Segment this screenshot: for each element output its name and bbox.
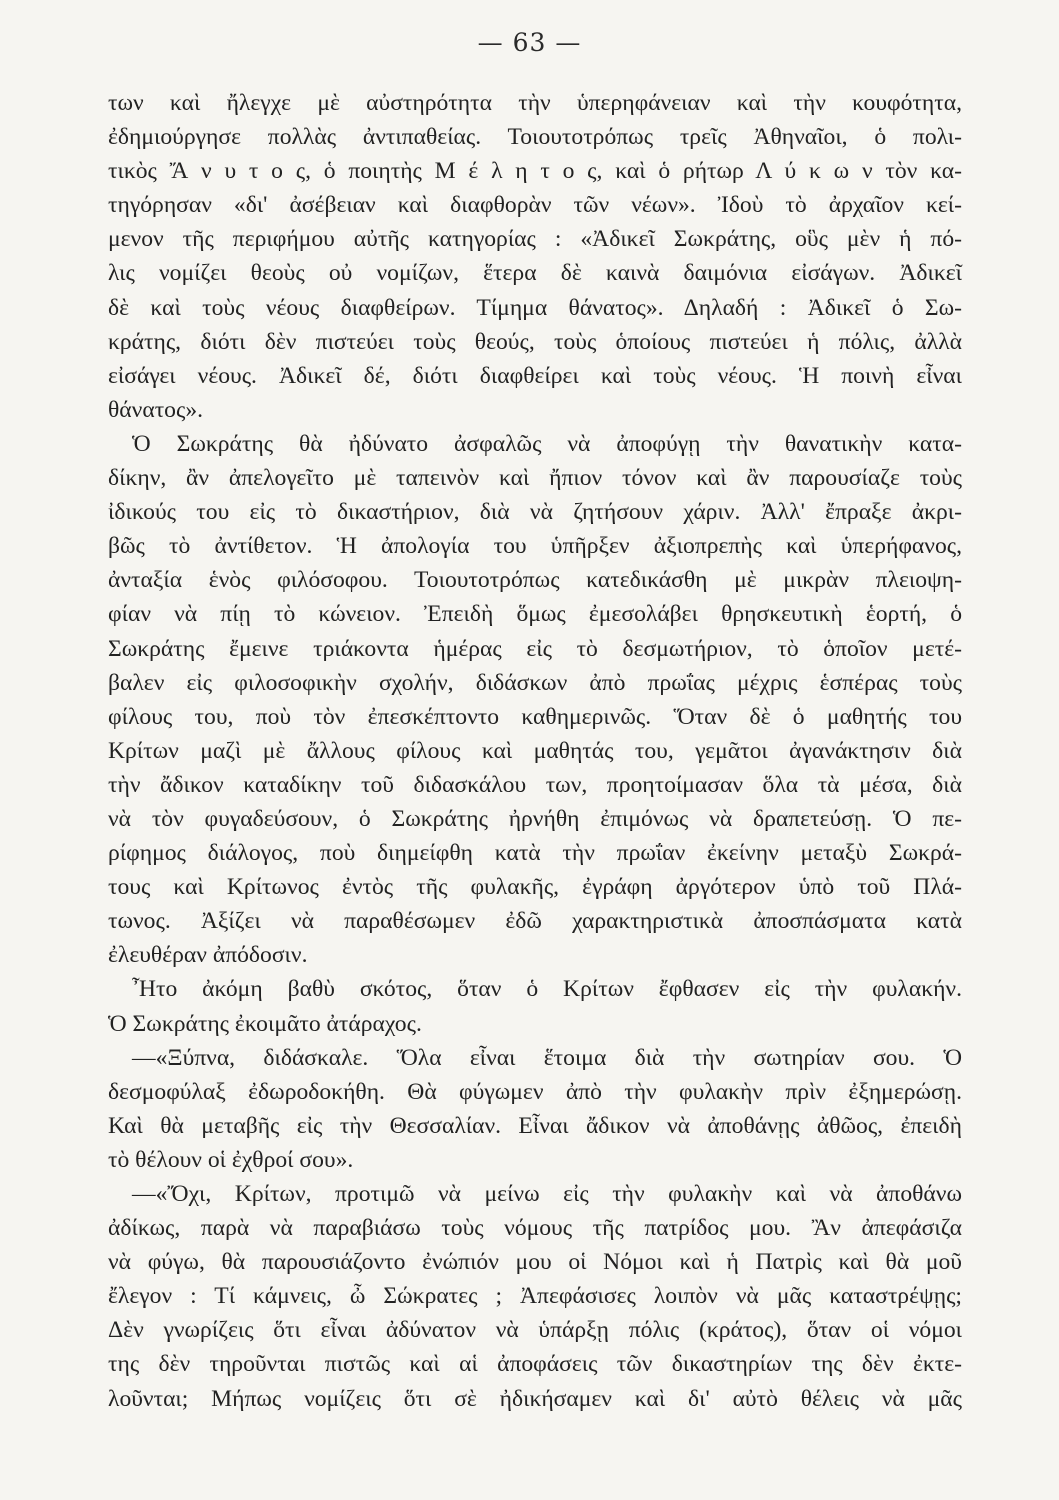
text-line: ἀνταξία ἑνὸς φιλόσοφου. Τοιουτοτρόπως κατεδικάσθη μὲ μικρὰν πλειοψη-	[108, 567, 962, 594]
text-line: ἐλευθέραν ἀπόδοσιν.	[108, 942, 308, 969]
text-line: τικὸς Ἄ ν υ τ ο ς, ὁ ποιητὴς Μ έ λ η τ ο ς, καὶ ὁ ρήτωρ Λ ύ κ ω ν τὸν κα-	[108, 158, 962, 185]
text-line: Κρίτων μαζὶ μὲ ἄλλους φίλους καὶ μαθητάς του, γεμᾶτοι ἀγανάκτησιν διὰ	[108, 737, 962, 764]
text-line: εἰσάγει νέους. Ἀδικεῖ δέ, διότι διαφθείρει καὶ τοὺς νέους. Ἡ ποινὴ εἶναι	[108, 362, 962, 389]
text-line: τους καὶ Κρίτωνος ἐντὸς τῆς φυλακῆς, ἐγράφη ἀργότερον ὑπὸ τοῦ Πλά-	[108, 874, 962, 901]
text-line: τωνος. Ἀξίζει νὰ παραθέσωμεν ἐδῶ χαρακτηριστικὰ ἀποσπάσματα κατὰ	[108, 908, 962, 935]
text-line: ἀδίκως, παρὰ νὰ παραβιάσω τοὺς νόμους τῆς πατρίδος μου. Ἂν ἀπεφάσιζα	[108, 1215, 962, 1242]
text-line: τηγόρησαν «δι' ἀσέβειαν καὶ διαφθορὰν τῶν νέων». Ἰδοὺ τὸ ἀρχαῖον κεί-	[108, 192, 962, 219]
text-line: μενον τῆς περιφήμου αὐτῆς κατηγορίας : «Ἀδικεῖ Σωκράτης, οὓς μὲν ἡ πό-	[108, 226, 962, 253]
text-line: δεσμοφύλαξ ἐδωροδοκήθη. Θὰ φύγωμεν ἀπὸ τὴν φυλακὴν πρὶν ἐξημερώσῃ.	[108, 1078, 962, 1105]
text-line: Ὁ Σωκράτης ἐκοιμᾶτο ἀτάραχος.	[108, 1010, 422, 1037]
text-line: Καὶ θὰ μεταβῆς εἰς τὴν Θεσσαλίαν. Εἶναι ἄδικον νὰ ἀποθάνῃς ἀθῶος, ἐπειδὴ	[108, 1112, 962, 1139]
text-line: Ἦτο ἀκόμη βαθὺ σκότος, ὅταν ὁ Κρίτων ἔφθασεν εἰς τὴν φυλακήν.	[132, 976, 962, 1003]
text-line: κράτης, διότι δὲν πιστεύει τοὺς θεούς, τοὺς ὁποίους πιστεύει ἡ πόλις, ἀλλὰ	[108, 328, 962, 355]
text-line: Ὁ Σωκράτης θὰ ἠδύνατο ἀσφαλῶς νὰ ἀποφύγῃ τὴν θανατικὴν κατα-	[132, 430, 962, 457]
text-line: λις νομίζει θεοὺς οὐ νομίζων, ἕτερα δὲ καινὰ δαιμόνια εἰσάγων. Ἀδικεῖ	[108, 260, 962, 287]
text-line: ἔλεγον : Τί κάμνεις, ὦ Σώκρατες ; Ἀπεφάσισες λοιπὸν νὰ μᾶς καταστρέψῃς;	[108, 1283, 962, 1310]
text-line: —«Ξύπνα, διδάσκαλε. Ὅλα εἶναι ἕτοιμα διὰ τὴν σωτηρίαν σου. Ὁ	[132, 1044, 962, 1071]
text-line: Σωκράτης ἔμεινε τριάκοντα ἡμέρας εἰς τὸ δεσμωτήριον, τὸ ὁποῖον μετέ-	[108, 635, 962, 662]
text-line: βαλεν εἰς φιλοσοφικὴν σχολήν, διδάσκων ἀπὸ πρωΐας μέχρις ἑσπέρας τοὺς	[108, 669, 962, 696]
text-line: δὲ καὶ τοὺς νέους διαφθείρων. Τίμημα θάνατος». Δηλαδή : Ἀδικεῖ ὁ Σω-	[108, 294, 962, 321]
text-line: λοῦνται; Μήπως νομίζεις ὅτι σὲ ἠδικήσαμεν καὶ δι' αὐτὸ θέλεις νὰ μᾶς	[108, 1385, 962, 1412]
text-line: φίαν νὰ πίῃ τὸ κώνειον. Ἐπειδὴ ὅμως ἐμεσολάβει θρησκευτικὴ ἑορτή, ὁ	[108, 601, 962, 628]
text-line: Δὲν γνωρίζεις ὅτι εἶναι ἀδύνατον νὰ ὑπάρξῃ πόλις (κράτος), ὅταν οἱ νόμοι	[108, 1317, 962, 1344]
text-line: δίκην, ἂν ἀπελογεῖτο μὲ ταπεινὸν καὶ ἤπιον τόνον καὶ ἂν παρουσίαζε τοὺς	[108, 465, 962, 492]
text-line: ἐδημιούργησε πολλὰς ἀντιπαθείας. Τοιουτοτρόπως τρεῖς Ἀθηναῖοι, ὁ πολι-	[108, 124, 962, 151]
text-line: τὴν ἄδικον καταδίκην τοῦ διδασκάλου των, προητοίμασαν ὅλα τὰ μέσα, διὰ	[108, 771, 962, 798]
text-line: ρίφημος διάλογος, ποὺ διημείφθη κατὰ τὴν πρωΐαν ἐκείνην μεταξὺ Σωκρά-	[108, 840, 962, 867]
text-line: νὰ φύγω, θὰ παρουσιάζοντο ἐνώπιόν μου οἱ Νόμοι καὶ ἡ Πατρὶς καὶ θὰ μοῦ	[108, 1249, 962, 1276]
text-line: φίλους του, ποὺ τὸν ἐπεσκέπτοντο καθημερινῶς. Ὅταν δὲ ὁ μαθητής του	[108, 703, 962, 730]
text-line: ἰδικούς του εἰς τὸ δικαστήριον, διὰ νὰ ζητήσουν χάριν. Ἀλλ' ἔπραξε ἀκρι-	[108, 499, 962, 526]
text-line: —«Ὄχι, Κρίτων, προτιμῶ νὰ μείνω εἰς τὴν φυλακὴν καὶ νὰ ἀποθάνω	[132, 1181, 962, 1207]
text-line: νὰ τὸν φυγαδεύσουν, ὁ Σωκράτης ἠρνήθη ἐπιμόνως νὰ δραπετεύσῃ. Ὁ πε-	[108, 805, 962, 832]
text-line: της δὲν τηροῦνται πιστῶς καὶ αἱ ἀποφάσεις τῶν δικαστηρίων της δὲν ἐκτε-	[108, 1351, 962, 1378]
text-line: βῶς τὸ ἀντίθετον. Ἡ ἀπολογία του ὑπῆρξεν ἀξιοπρεπὴς καὶ ὑπερήφανος,	[108, 533, 962, 560]
body-text	[108, 86, 962, 1416]
text-line: θάνατος».	[108, 396, 204, 423]
page-number: — 63 —	[477, 28, 582, 57]
text-line: τὸ θέλουν οἱ ἐχθροί σου».	[108, 1146, 354, 1173]
text-line: των καὶ ἤλεγχε μὲ αὐστηρότητα τὴν ὑπερηφάνειαν καὶ τὴν κουφότητα,	[108, 90, 962, 116]
